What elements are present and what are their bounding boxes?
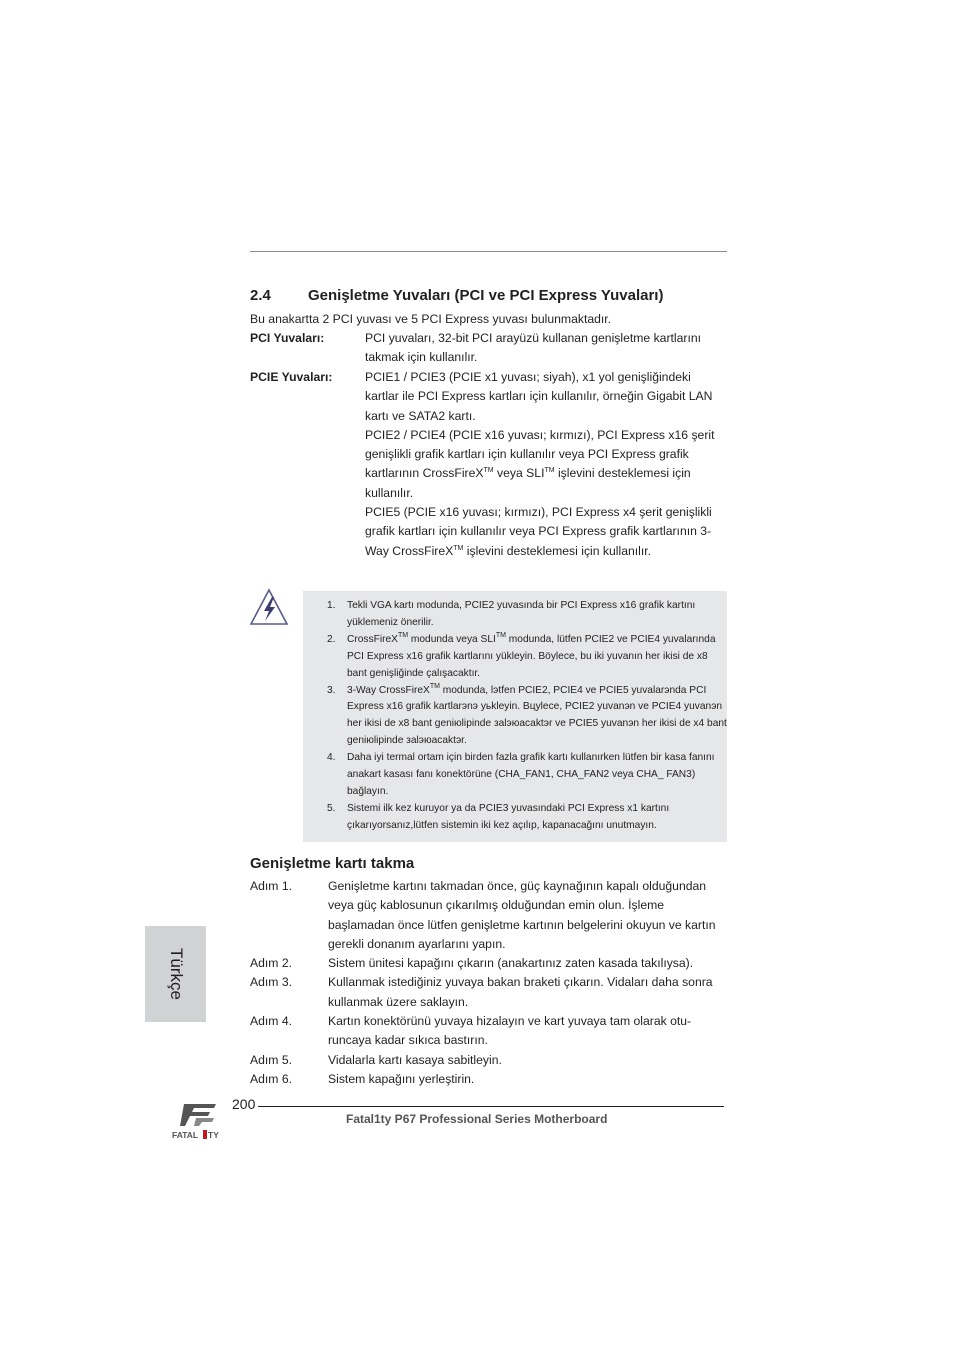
note-item: 4. Daha iyi termal ortam için birden fazla grafik kartı kullanırken lütfen bir kasa fanını anakart kasası fanı konektörüne (CHA_FAN1, CHA_FAN2 veya CHA_ FAN3) bağlayın.	[327, 752, 715, 797]
section-intro: Bu anakartta 2 PCI yuvası ve 5 PCI Express yuvası bulunmaktadır.	[250, 312, 612, 326]
pci-slots-text	[365, 329, 727, 368]
install-step: Adım 3. Kullanmak istediğiniz yuvaya bakan braketi çıkarın. Vidaları daha sonra kullanmak üzere saklayın.	[250, 975, 713, 1009]
section-number: 2.4	[250, 287, 271, 304]
pcie-slots-text	[365, 368, 727, 561]
page-number: 200	[232, 1096, 256, 1112]
note-item: 5. Sistemi ilk kez kuruyor ya da PCIE3 yuvasındaki PCI Express x1 kartını çıkarıyorsanız,lütfen sistemin iki kez açılıp, kapanacağını unutmayın.	[327, 802, 670, 831]
footer-title: Fatal1ty P67 Professional Series Motherboard	[346, 1112, 608, 1126]
footer-rule	[258, 1106, 724, 1107]
note-item: 2. CrossFireX™ modunda veya SLI™ modunda, lütfen PCIE2 ve PCIE4 yuvalarında PCI Express x16 grafik kartlarını yükleyin. Böylece, bu iki yuvanın her ikisi de x8 bant genişliğinde çalışacaktır.	[327, 631, 716, 679]
fatal1ty-logo	[170, 1100, 230, 1142]
pcie5-description: PCIE5 (PCIE x16 yuvası; kırmızı), PCI Express x4 şerit genişlikli grafik kartları için kullanılır veya PCI Express grafik kartlarının 3-Way CrossFireX™ işlevini desteklemesi için kullanılır.	[365, 505, 712, 558]
language-tab-label: Türkçe	[166, 948, 186, 1000]
install-step: Adım 2. Sistem ünitesi kapağını çıkarın (anakartınız zaten kasada takılıysa).	[250, 956, 694, 971]
language-tab	[145, 926, 206, 1022]
install-steps	[250, 877, 730, 1089]
pcie-x16-description: PCIE2 / PCIE4 (PCIE x16 yuvası; kırmızı), PCI Express x16 şerit genişlikli grafik kartları için kullanılır veya PCI Express grafik kartlarının CrossFireX™ veya SLI™ işlevini desteklemesi için kullanılır.	[365, 427, 715, 500]
section-heading	[250, 287, 663, 304]
svg-text:TY: TY	[208, 1130, 219, 1140]
install-step: Adım 1. Genişletme kartını takmadan önce, güç kaynağının kapalı olduğundan veya güç kablosunun çıkarılmış olduğundan emin olun. İşleme başlamadan önce lütfen genişletme kartının belgelerini okuyun ve kartın gerekli donanım ayarlarını yapın.	[250, 879, 716, 951]
warning-icon	[248, 587, 290, 629]
install-heading: Genişletme kartı takma	[250, 855, 415, 872]
install-step: Adım 5. Vidalarla kartı kasaya sabitleyin.	[250, 1052, 502, 1067]
pcie-slots-label: PCIE Yuvaları:	[250, 370, 333, 384]
install-step: Adım 4. Kartın konektörünü yuvaya hizalayın ve kart yuvaya tam olarak otu- runcaya kadar sıkıca bastırın.	[250, 1014, 692, 1048]
install-step: Adım 6. Sistem kapağını yerleştirin.	[250, 1071, 475, 1086]
pci-slots-label: PCI Yuvaları:	[250, 331, 325, 345]
top-rule	[250, 251, 727, 252]
note-item: 3. 3-Way CrossFireX™ modunda, lэtfen PCIE2, PCIE4 ve PCIE5 yuvalarэnda PCI Express x16 grafik kartlarэnэ yьkleyin. Bцylece, PCIE2 yuvanэn ve PCIE4 yuvanэn her ikisi de x8 bant geniюlipinde зalэюacaktэr ve PCIE5 yuvanэn her ikisi de x4 bant geniюlipinde зalэюacaktэr.	[327, 682, 727, 747]
pci-slots-description: PCI yuvaları, 32-bit PCI arayüzü kullanan genişletme kartlarını takmak için kullanılır.	[365, 331, 701, 365]
pcie-x1-description: PCIE1 / PCIE3 (PCIE x1 yuvası; siyah), x1 yol genişliğindeki kartlar ile PCI Express kartları için kullanılır, örneğin Gigabit LAN kartı ve SATA2 kartı.	[365, 370, 713, 423]
svg-text:FATAL: FATAL	[172, 1130, 199, 1140]
note-item: 1. Tekli VGA kartı modunda, PCIE2 yuvasında bir PCI Express x16 grafik kartını yüklemeniz önerilir.	[327, 600, 696, 628]
notes-list	[327, 598, 727, 835]
section-title: Genişletme Yuvaları (PCI ve PCI Express Yuvaları)	[308, 287, 664, 304]
